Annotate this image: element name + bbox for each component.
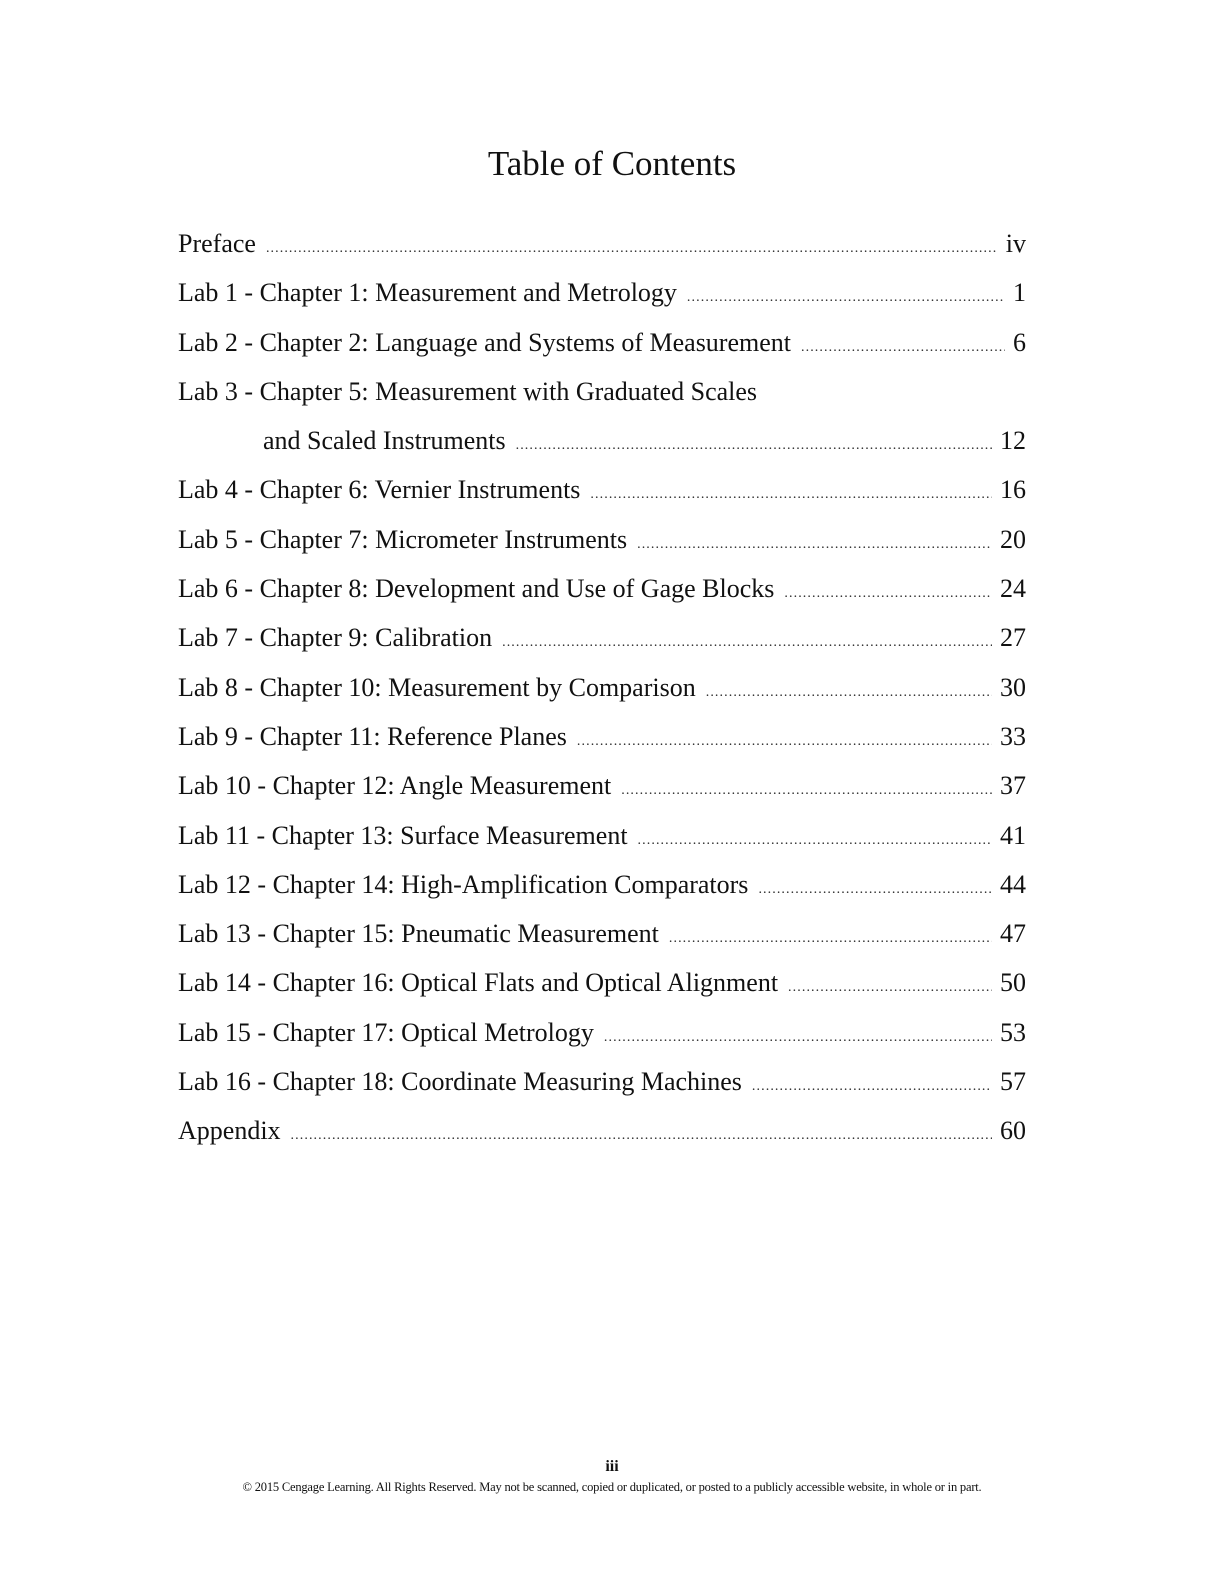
toc-entry-title: Lab 16 - Chapter 18: Coordinate Measuring Machines: [178, 1067, 742, 1097]
toc-entry-page: iv: [1005, 229, 1026, 258]
toc-entry-page: 1: [1013, 278, 1026, 308]
toc-entry-page: 6: [1013, 327, 1026, 357]
toc-entry-lab-7[interactable]: [178, 613, 1026, 662]
toc-entry-title: Lab 1 - Chapter 1: Measurement and Metrology: [178, 278, 677, 308]
toc-entry-title: and Scaled Instruments: [263, 426, 506, 456]
toc-entry-lab-10[interactable]: [178, 761, 1026, 810]
toc-entry-lab-14[interactable]: [178, 958, 1026, 1007]
toc-entry-page: 20: [1000, 524, 1026, 554]
toc-entry-title: Lab 14 - Chapter 16: Optical Flats and Optical Alignment: [178, 968, 779, 998]
toc-entry-page: 60: [1000, 1116, 1026, 1146]
toc-entry-lab-16[interactable]: [178, 1057, 1026, 1106]
toc-entry-lab-8[interactable]: [178, 663, 1026, 712]
toc-entry-title: Lab 2 - Chapter 2: Language and Systems of Measurement: [178, 327, 791, 357]
toc-entry-lab-9[interactable]: [178, 712, 1026, 761]
toc-entry-title: Lab 4 - Chapter 6: Vernier Instruments: [178, 475, 581, 505]
toc-entry-page: 53: [1000, 1017, 1026, 1047]
toc-entry-lab-2[interactable]: [178, 318, 1026, 367]
toc-entry-page: 16: [1000, 475, 1026, 505]
dot-leader: [577, 717, 992, 766]
toc-entry-lab-15[interactable]: [178, 1008, 1026, 1057]
toc-entry-title: Preface: [178, 229, 256, 258]
toc-entry-title: Lab 10 - Chapter 12: Angle Measurement: [178, 771, 612, 801]
toc-entry-lab-12[interactable]: [178, 860, 1026, 909]
toc-entry-lab-13[interactable]: [178, 909, 1026, 958]
toc-entry-title: Lab 13 - Chapter 15: Pneumatic Measurement: [178, 919, 659, 949]
dot-leader: [291, 1111, 992, 1160]
dot-leader: [801, 323, 1005, 372]
toc-entry-lab-5[interactable]: [178, 515, 1026, 564]
toc-entry-lab-1[interactable]: [178, 268, 1026, 317]
toc-entry-page: 57: [1000, 1067, 1026, 1097]
toc-entry-page: 50: [1000, 968, 1026, 998]
toc-entry-title: Lab 15 - Chapter 17: Optical Metrology: [178, 1017, 594, 1047]
dot-leader: [669, 914, 992, 963]
toc-entry-page: 27: [1000, 623, 1026, 653]
dot-leader: [266, 224, 998, 273]
toc-entry-lab-6[interactable]: [178, 564, 1026, 613]
dot-leader: [788, 963, 992, 1012]
toc-entry-title: Appendix: [178, 1116, 281, 1146]
toc-entry-title: Lab 9 - Chapter 11: Reference Planes: [178, 721, 567, 751]
dot-leader: [604, 1013, 992, 1062]
dot-leader: [706, 668, 992, 717]
dot-leader: [687, 273, 1005, 322]
toc-entry-page: 41: [1000, 820, 1026, 850]
toc-entry-lab-4[interactable]: [178, 465, 1026, 514]
dot-leader: [784, 569, 992, 618]
page-title: Table of Contents: [487, 144, 737, 183]
toc-entry-lab-11[interactable]: [178, 811, 1026, 860]
toc-entry-page: 30: [1000, 672, 1026, 702]
page-number: iii: [605, 1458, 619, 1475]
toc-entry-title: Lab 8 - Chapter 10: Measurement by Comparison: [178, 672, 696, 702]
dot-leader: [621, 766, 992, 815]
toc-entry-page: 24: [1000, 574, 1026, 604]
copyright-notice: © 2015 Cengage Learning. All Rights Reserved. May not be scanned, copied or duplicated, or posted to a publicly accessible website, in whole or in part.: [242, 1480, 982, 1494]
dot-leader: [516, 421, 992, 470]
dot-leader: [758, 865, 992, 914]
toc-entry-page: 44: [1000, 869, 1026, 899]
toc-entry-preface[interactable]: [178, 219, 1026, 268]
toc-entry-lab-3[interactable]: [178, 367, 1026, 416]
dot-leader: [637, 520, 992, 569]
dot-leader: [502, 618, 992, 667]
toc-entry-title: Lab 3 - Chapter 5: Measurement with Graduated Scales: [178, 376, 758, 406]
toc-entry-title: Lab 5 - Chapter 7: Micrometer Instruments: [178, 524, 628, 554]
toc-entry-page: 33: [1000, 721, 1026, 751]
toc-entry-page: 47: [1000, 919, 1026, 949]
dot-leader: [752, 1062, 992, 1111]
toc-entry-page: 12: [1000, 426, 1026, 456]
toc-entry-title: Lab 11 - Chapter 13: Surface Measurement: [178, 820, 628, 850]
toc-entry-title: Lab 6 - Chapter 8: Development and Use of Gage Blocks: [178, 574, 775, 604]
table-of-contents: [178, 219, 1026, 1156]
toc-entry-title: Lab 12 - Chapter 14: High-Amplification Comparators: [178, 869, 749, 899]
dot-leader: [638, 816, 992, 865]
toc-entry-title: Lab 7 - Chapter 9: Calibration: [178, 623, 493, 653]
toc-entry-appendix[interactable]: [178, 1106, 1026, 1155]
toc-entry-lab-3-continued[interactable]: [178, 416, 1026, 465]
dot-leader: [590, 470, 992, 519]
toc-entry-page: 37: [1000, 771, 1026, 801]
